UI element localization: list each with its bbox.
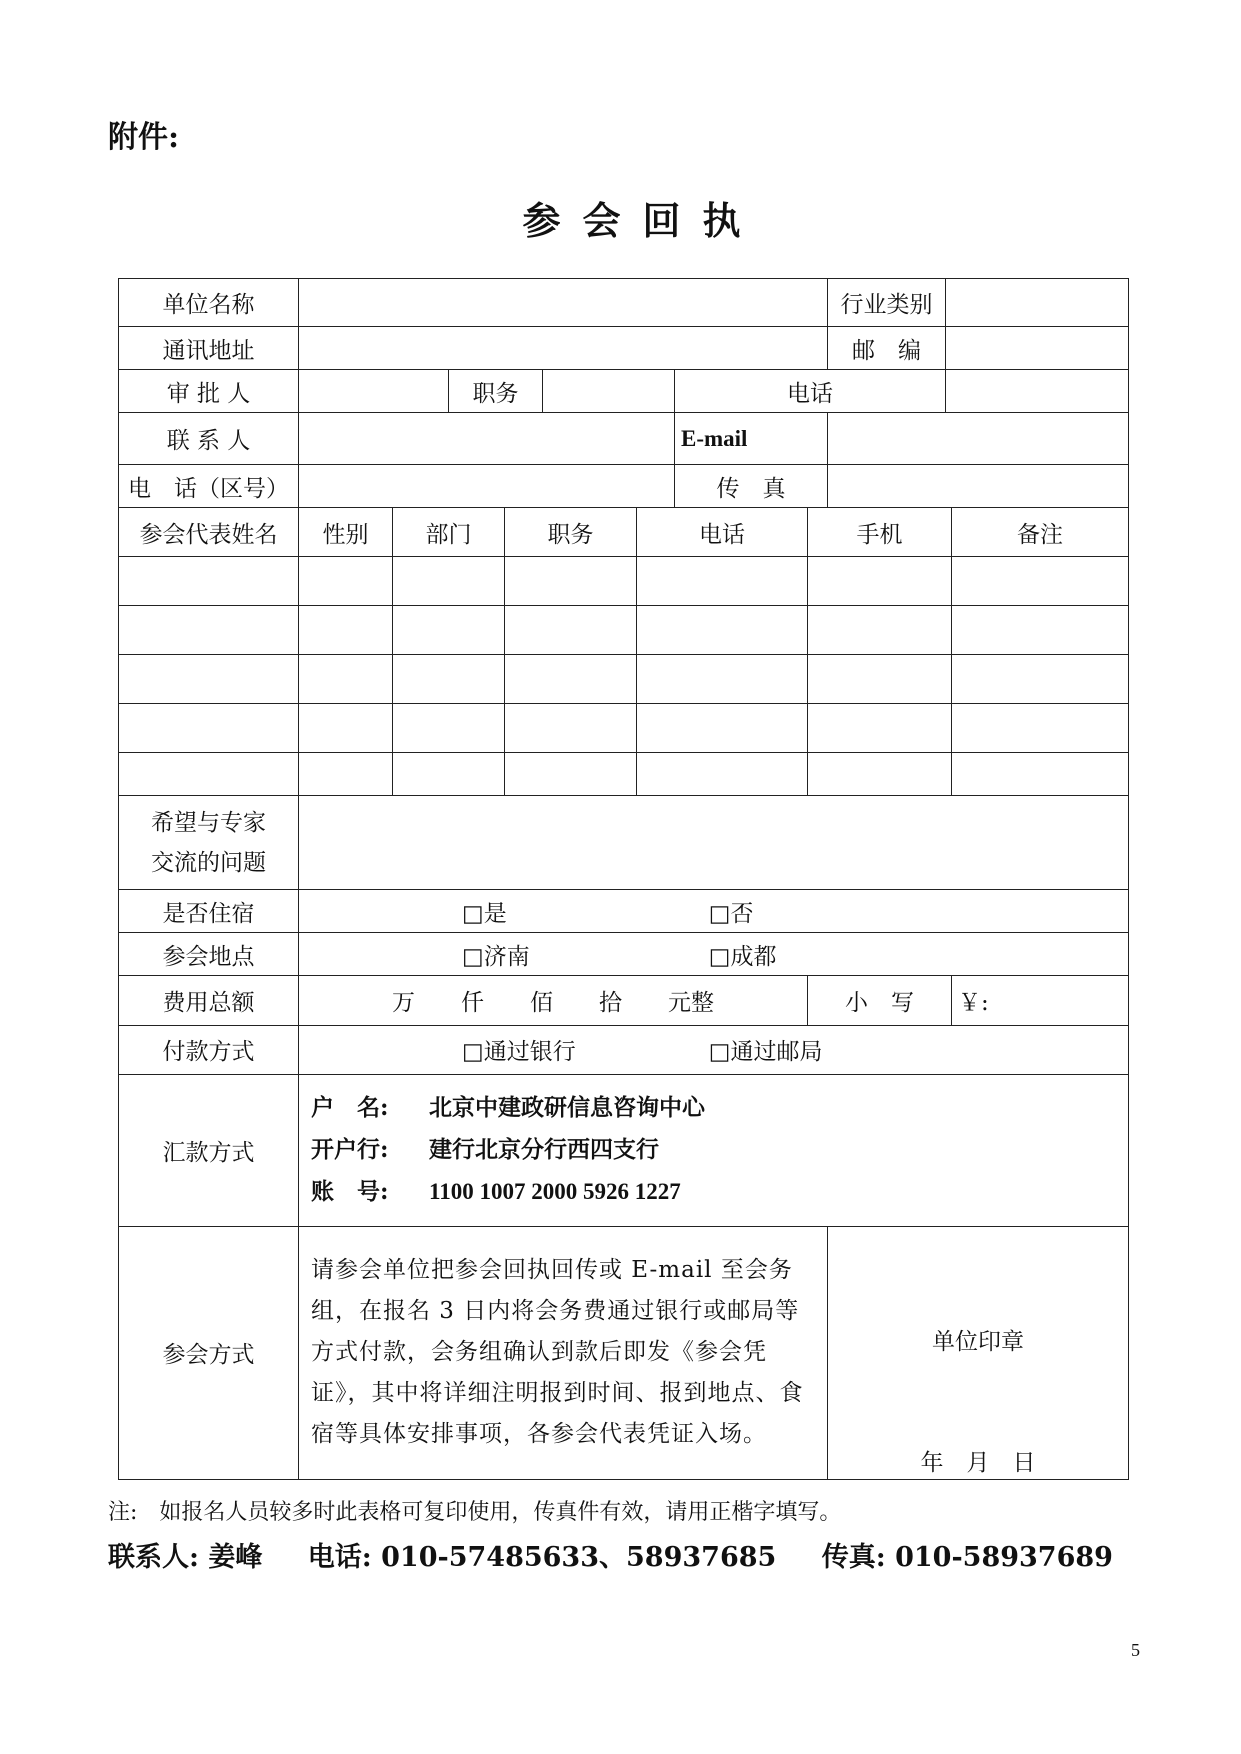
fax-field[interactable] bbox=[828, 465, 1129, 508]
rep-mobile-cell[interactable] bbox=[808, 704, 952, 753]
contact-fax: 传真: 010-58937689 bbox=[821, 1542, 1113, 1573]
rep-mobile-cell[interactable] bbox=[808, 606, 952, 655]
approver-position-field[interactable] bbox=[543, 370, 675, 413]
remit-label: 汇款方式 bbox=[119, 1074, 299, 1226]
rep-gender-cell[interactable] bbox=[299, 557, 393, 606]
address-field[interactable] bbox=[299, 327, 828, 370]
rep-position-cell[interactable] bbox=[505, 606, 637, 655]
contact-info bbox=[108, 1535, 1149, 1574]
payment-options bbox=[299, 1025, 1129, 1074]
fee-uppercase-field[interactable]: 万 仟 佰 拾 元整 bbox=[299, 976, 808, 1025]
fee-lowercase-field[interactable]: ￥: bbox=[952, 976, 1129, 1025]
remit-name-key: 户 名: bbox=[311, 1094, 389, 1122]
remit-bank-key: 开户行: bbox=[311, 1136, 389, 1164]
rep-row bbox=[119, 704, 1129, 753]
location-label: 参会地点 bbox=[119, 933, 299, 976]
lodging-yes-checkbox[interactable] bbox=[462, 901, 484, 927]
rep-row bbox=[119, 606, 1129, 655]
payment-label: 付款方式 bbox=[119, 1025, 299, 1074]
contact-label: 联 系 人 bbox=[119, 413, 299, 465]
rep-remark-cell[interactable] bbox=[952, 557, 1129, 606]
expert-question-label-line-1: 希望与专家 bbox=[151, 809, 266, 836]
rep-gender-cell[interactable] bbox=[299, 704, 393, 753]
attachment-label: 附件: bbox=[108, 120, 180, 155]
rep-phone-cell[interactable] bbox=[637, 557, 808, 606]
remit-name-value: 北京中建政研信息咨询中心 bbox=[429, 1094, 705, 1122]
seal-area bbox=[828, 1226, 1129, 1479]
approver-position-label: 职务 bbox=[449, 370, 543, 413]
payment-bank-checkbox[interactable] bbox=[462, 1039, 484, 1065]
unit-name-label: 单位名称 bbox=[119, 279, 299, 327]
remit-details bbox=[299, 1074, 1129, 1226]
rep-remark-cell[interactable] bbox=[952, 606, 1129, 655]
rep-name-cell[interactable] bbox=[119, 606, 299, 655]
industry-field[interactable] bbox=[946, 279, 1129, 327]
rep-position-cell[interactable] bbox=[505, 655, 637, 704]
fee-lowercase-label: 小 写 bbox=[808, 976, 952, 1025]
rep-header-phone: 电话 bbox=[637, 508, 808, 557]
rep-remark-cell[interactable] bbox=[952, 655, 1129, 704]
approver-label: 审 批 人 bbox=[119, 370, 299, 413]
payment-bank-label: 通过银行 bbox=[483, 1039, 576, 1066]
rep-mobile-cell[interactable] bbox=[808, 753, 952, 796]
postcode-field[interactable] bbox=[946, 327, 1129, 370]
rep-header-remark: 备注 bbox=[952, 508, 1129, 557]
contact-phone: 电话: 010-57485633、58937685 bbox=[307, 1542, 777, 1573]
expert-question-label-line-2: 交流的问题 bbox=[151, 849, 266, 876]
contact-field[interactable] bbox=[299, 413, 675, 465]
rep-gender-cell[interactable] bbox=[299, 655, 393, 704]
rep-header-name: 参会代表姓名 bbox=[119, 508, 299, 557]
page-number: 5 bbox=[1131, 1640, 1140, 1660]
lodging-yes-label: 是 bbox=[483, 900, 507, 927]
rep-name-cell[interactable] bbox=[119, 704, 299, 753]
rep-department-cell[interactable] bbox=[393, 606, 505, 655]
location-jinan-label: 济南 bbox=[483, 943, 530, 970]
rep-remark-cell[interactable] bbox=[952, 704, 1129, 753]
lodging-options bbox=[299, 890, 1129, 933]
rep-gender-cell[interactable] bbox=[299, 606, 393, 655]
expert-question-label bbox=[119, 796, 299, 890]
approver-phone-label: 电话 bbox=[675, 370, 946, 413]
rep-header-mobile: 手机 bbox=[808, 508, 952, 557]
rep-phone-cell[interactable] bbox=[637, 606, 808, 655]
approver-phone-field[interactable] bbox=[946, 370, 1129, 413]
fee-label: 费用总额 bbox=[119, 976, 299, 1025]
rep-phone-cell[interactable] bbox=[637, 704, 808, 753]
rep-name-cell[interactable] bbox=[119, 655, 299, 704]
location-chengdu-label: 成都 bbox=[730, 943, 777, 970]
phone-area-field[interactable] bbox=[299, 465, 675, 508]
lodging-no-label: 否 bbox=[730, 900, 754, 927]
postcode-label: 邮 编 bbox=[828, 327, 946, 370]
rep-department-cell[interactable] bbox=[393, 557, 505, 606]
fax-label: 传 真 bbox=[675, 465, 828, 508]
registration-form bbox=[118, 278, 1128, 1480]
phone-area-label: 电 话（区号） bbox=[119, 465, 299, 508]
payment-post-label: 通过邮局 bbox=[730, 1039, 823, 1066]
rep-position-cell[interactable] bbox=[505, 557, 637, 606]
email-label: E-mail bbox=[675, 413, 828, 465]
rep-gender-cell[interactable] bbox=[299, 753, 393, 796]
rep-department-cell[interactable] bbox=[393, 753, 505, 796]
method-label: 参会方式 bbox=[119, 1226, 299, 1479]
rep-header-position: 职务 bbox=[505, 508, 637, 557]
rep-header-gender: 性别 bbox=[299, 508, 393, 557]
form-note: 注: 如报名人员较多时此表格可复印使用，传真件有效，请用正楷字填写。 bbox=[108, 1500, 842, 1525]
rep-name-cell[interactable] bbox=[119, 753, 299, 796]
approver-field[interactable] bbox=[299, 370, 449, 413]
payment-post-checkbox[interactable] bbox=[709, 1039, 731, 1065]
rep-position-cell[interactable] bbox=[505, 704, 637, 753]
unit-name-field[interactable] bbox=[299, 279, 828, 327]
rep-department-cell[interactable] bbox=[393, 655, 505, 704]
seal-date: 年 月 日 bbox=[920, 1450, 1036, 1476]
seal-label: 单位印章 bbox=[932, 1328, 1024, 1355]
form-title: 参会回执 bbox=[522, 198, 763, 243]
location-chengdu-checkbox[interactable] bbox=[709, 944, 731, 970]
location-jinan-checkbox[interactable] bbox=[462, 944, 484, 970]
method-instructions: 请参会单位把参会回执回传或 E-mail 至会务组，在报名 3 日内将会务费通过银行或邮局等方式付款，会务组确认到款后即发《参会凭证》，其中将详细注明报到时间、报到地点、食宿等具体安排事项，各参会代表凭证入场。 bbox=[299, 1226, 828, 1479]
lodging-no-checkbox[interactable] bbox=[709, 901, 731, 927]
rep-phone-cell[interactable] bbox=[637, 655, 808, 704]
rep-row bbox=[119, 557, 1129, 606]
rep-mobile-cell[interactable] bbox=[808, 557, 952, 606]
rep-header-department: 部门 bbox=[393, 508, 505, 557]
contact-person: 联系人: 姜峰 bbox=[108, 1542, 263, 1573]
remit-account-value: 1100 1007 2000 5926 1227 bbox=[429, 1179, 681, 1205]
expert-question-field[interactable] bbox=[299, 796, 1129, 890]
rep-mobile-cell[interactable] bbox=[808, 655, 952, 704]
rep-row bbox=[119, 753, 1129, 796]
remit-bank-value: 建行北京分行西四支行 bbox=[429, 1136, 659, 1164]
email-field[interactable] bbox=[828, 413, 1129, 465]
lodging-label: 是否住宿 bbox=[119, 890, 299, 933]
location-options bbox=[299, 933, 1129, 976]
rep-row bbox=[119, 655, 1129, 704]
rep-department-cell[interactable] bbox=[393, 704, 505, 753]
industry-label: 行业类别 bbox=[828, 279, 946, 327]
remit-account-key: 账 号: bbox=[311, 1178, 389, 1206]
address-label: 通讯地址 bbox=[119, 327, 299, 370]
rep-position-cell[interactable] bbox=[505, 753, 637, 796]
rep-phone-cell[interactable] bbox=[637, 753, 808, 796]
rep-name-cell[interactable] bbox=[119, 557, 299, 606]
rep-remark-cell[interactable] bbox=[952, 753, 1129, 796]
